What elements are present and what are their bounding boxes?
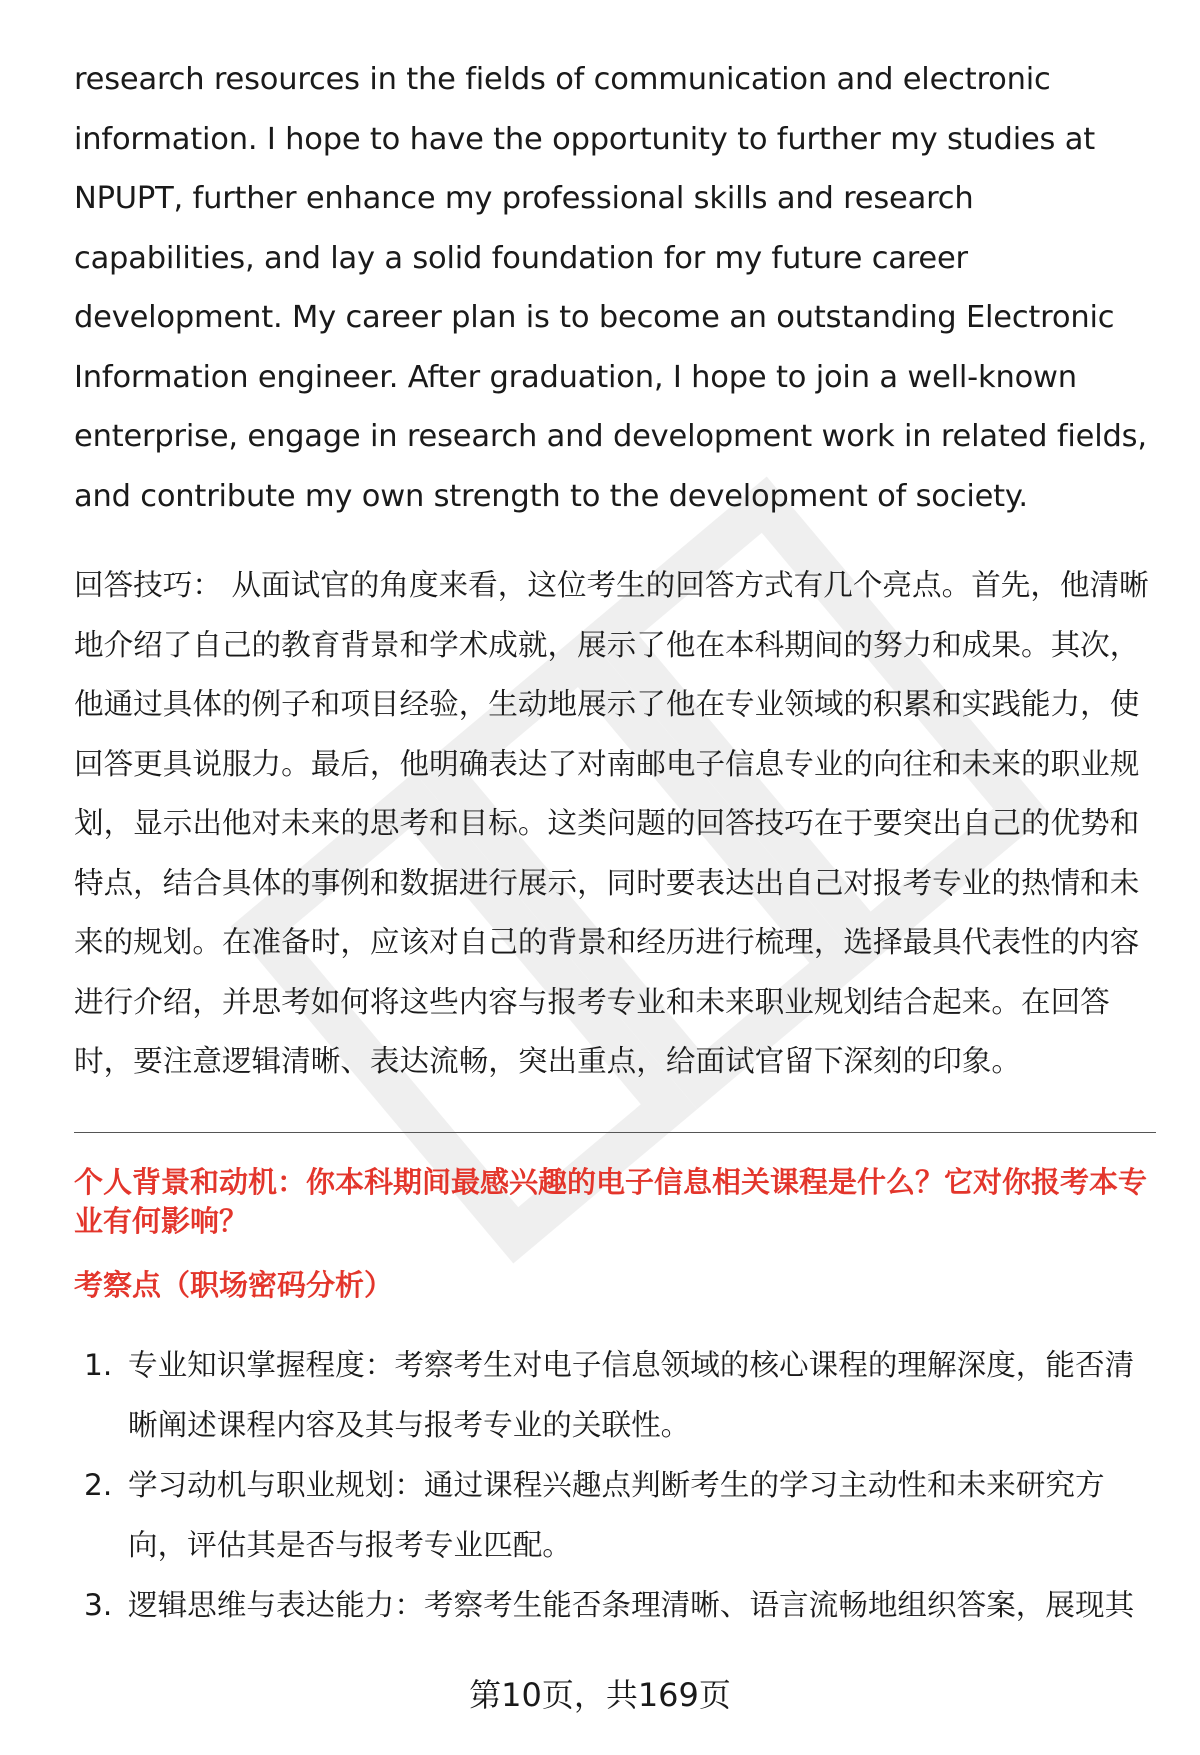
list-item-text: 逻辑思维与表达能力：考察考生能否条理清晰、语言流畅地组织答案，展现其 xyxy=(128,1587,1135,1622)
section-label: 考察点（职场密码分析） xyxy=(74,1267,394,1302)
list-number: 3. xyxy=(84,1587,113,1622)
list-item xyxy=(74,1575,1156,1635)
section-divider xyxy=(74,1132,1156,1133)
list-number: 2. xyxy=(84,1467,113,1502)
list-item-text: 学习动机与职业规划：通过课程兴趣点判断考生的学习主动性和未来研究方向，评估其是否与报考专业匹配。 xyxy=(128,1467,1105,1562)
list-item xyxy=(74,1455,1156,1575)
page-content xyxy=(74,50,1156,1635)
list-item-text: 专业知识掌握程度：考察考生对电子信息领域的核心课程的理解深度，能否清晰阐述课程内容及其与报考专业的关联性。 xyxy=(128,1347,1135,1442)
intro-paragraph: research resources in the fields of communication and electronic information. I hope to have the opportunity to further my studies at NPUPT, further enhance my professional skills and research capabilities, and lay a solid foundation for my future career development. My career plan is to become an outstanding Electronic Information engineer. After graduation, I hope to join a well-known enterprise, engage in research and development work in related fields, and contribute my own strength to the development of society. xyxy=(74,62,1147,514)
answer-tips-paragraph: 回答技巧： 从面试官的角度来看，这位考生的回答方式有几个亮点。首先，他清晰地介绍了自己的教育背景和学术成就，展示了他在本科期间的努力和成果。其次，他通过具体的例子和项目经验，生动地展示了他在专业领域的积累和实践能力，使回答更具说服力。最后，他明确表达了对南邮电子信息专业的向往和未来的职业规划，显示出他对未来的思考和目标。这类问题的回答技巧在于要突出自己的优势和特点，结合具体的事例和数据进行展示，同时要表达出自己对报考专业的热情和未来的规划。在准备时，应该对自己的背景和经历进行梳理，选择最具代表性的内容进行介绍，并思考如何将这些内容与报考专业和未来职业规划结合起来。在回答时，要注意逻辑清晰、表达流畅，突出重点，给面试官留下深刻的印象。 xyxy=(74,568,1149,1078)
page-footer: 第10页，共169页 xyxy=(469,1676,731,1714)
list-item xyxy=(74,1335,1156,1455)
list-number: 1. xyxy=(84,1347,113,1382)
points-list xyxy=(74,1335,1156,1635)
question-heading: 个人背景和动机：你本科期间最感兴趣的电子信息相关课程是什么？它对你报考本专业有何影响？ xyxy=(74,1164,1148,1238)
